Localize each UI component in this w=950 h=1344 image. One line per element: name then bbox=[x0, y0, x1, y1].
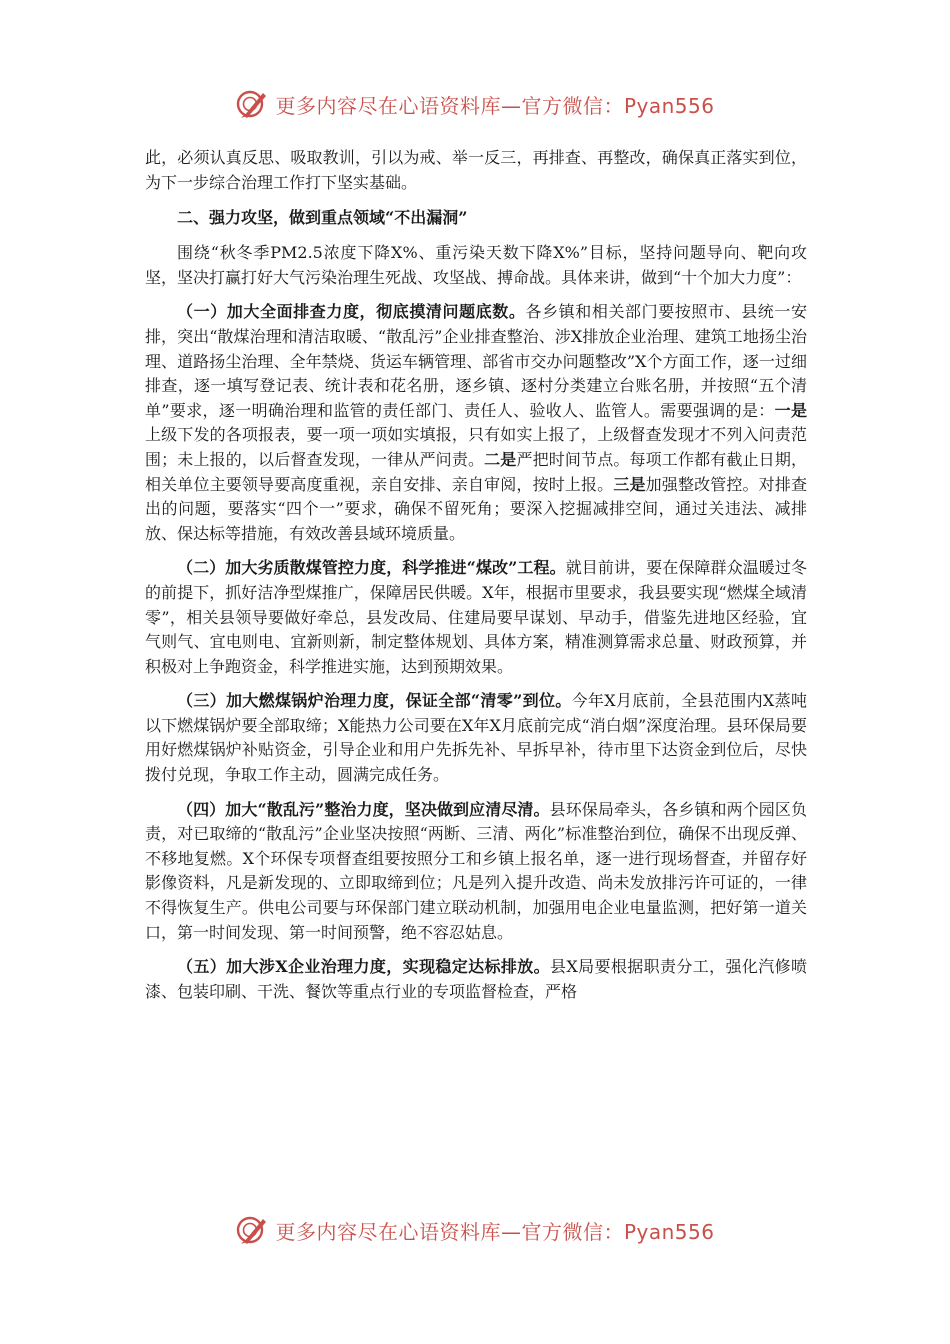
watermark-footer bbox=[0, 1210, 950, 1250]
watermark-header bbox=[0, 84, 950, 124]
item-3-body: 今年X月底前，全县范围内X蒸吨以下燃煤锅炉要全部取缔；X能热力公司要在X年X月底前完成“消白烟”深度治理。县环保局要用好燃煤锅炉补贴资金，引导企业和用户先拆先补、早拆早补，待市里下达资金到位后，尽快拨付兑现，争取工作主动，圆满完成任务。 bbox=[145, 691, 807, 785]
paragraph-item-1 bbox=[145, 300, 807, 546]
section-heading-2: 二、强力攻坚，做到重点领域“不出漏洞” bbox=[177, 208, 468, 228]
watermark-text: 更多内容尽在心语资料库—官方微信：Pyan556 bbox=[275, 93, 715, 118]
paragraph-item-2 bbox=[145, 556, 807, 679]
item-4-body: 县环保局牵头，各乡镇和两个园区负责，对已取缔的“散乱污”企业坚决按照“两断、三清、两化”标准整治到位，确保不出现反弹、不移地复燃。X个环保专项督查组要按照分工和乡镇上报名单，逐一进行现场督查，并留存好影像资料，凡是新发现的、立即取缔到位；凡是列入提升改造、尚未发放排污许可证的，一律不得恢复生产。供电公司要与环保部门建立联动机制，加强用电企业电量监测，把好第一道关口，第一时间发现、第一时间预警，绝不容忍姑息。 bbox=[145, 799, 807, 942]
pen-seal-icon bbox=[235, 87, 269, 121]
item-1-key-3: 三是 bbox=[613, 474, 646, 494]
document-body bbox=[145, 146, 807, 1004]
item-4-lead: （四）加大“散乱污”整治力度，坚决做到应清尽清。 bbox=[177, 799, 550, 819]
item-1-key-1: 一是 bbox=[774, 400, 807, 420]
item-3-lead: （三）加大燃煤锅炉治理力度，保证全部“清零”到位。 bbox=[177, 691, 572, 711]
item-5-body: 县X局要根据职责分工，强化汽修喷漆、包装印刷、干洗、餐饮等重点行业的专项监督检查，严格 bbox=[145, 957, 807, 1001]
paragraph-continued: 此，必须认真反思、吸取教训，引以为戒、举一反三，再排查、再整改，确保真正落实到位，为下一步综合治理工作打下坚实基础。 bbox=[145, 148, 807, 192]
item-1-text-3: 加强整改管控。对排查出的问题，要落实“四个一”要求，确保不留死角；要深入挖掘减排空间，通过关违法、减排放、保达标等措施，有效改善县域环境质量。 bbox=[145, 474, 807, 543]
item-1-lead: （一）加大全面排查力度，彻底摸清问题底数。 bbox=[177, 302, 526, 322]
item-1-text-1: 上级下发的各项报表，要一项一项如实填报，只有如实上报了，上级督查发现才不列入问责范围；未上报的，以后督查发现，一律从严问责。 bbox=[145, 425, 807, 469]
paragraph-item-3 bbox=[145, 689, 807, 787]
pen-seal-icon bbox=[235, 1213, 269, 1247]
item-2-lead: （二）加大劣质散煤管控力度，科学推进“煤改”工程。 bbox=[177, 558, 566, 578]
item-1-body: 各乡镇和相关部门要按照市、县统一安排，突出“散煤治理和清洁取暖、“散乱污”企业排查整治、涉X排放企业治理、建筑工地扬尘治理、道路扬尘治理、全年禁烧、货运车辆管理、部省市交办问题整改”X个方面工作，逐一过细排查，逐一填写登记表、统计表和花名册，逐乡镇、逐村分类建立台账名册，并按照“五个清单”要求，逐一明确治理和监管的责任部门、责任人、验收人、监管人。需要强调的是： bbox=[145, 302, 807, 420]
paragraph-item-5 bbox=[145, 955, 807, 1004]
paragraph-item-4 bbox=[145, 798, 807, 946]
item-1-text-2: 严把时间节点。每项工作都有截止日期，相关单位主要领导要高度重视，亲自安排、亲自审阅，按时上报。 bbox=[145, 449, 807, 494]
paragraph-goal: 围绕“秋冬季PM2.5浓度下降X%、重污染天数下降X%”目标，坚持问题导向、靶向攻坚，坚决打赢打好大气污染治理生死战、攻坚战、搏命战。具体来讲，做到“十个加大力度”： bbox=[145, 243, 807, 287]
watermark-text: 更多内容尽在心语资料库—官方微信：Pyan556 bbox=[275, 1219, 715, 1244]
item-5-lead: （五）加大涉X企业治理力度，实现稳定达标排放。 bbox=[177, 957, 550, 977]
item-1-key-2: 二是 bbox=[484, 449, 517, 469]
item-2-body: 就目前讲，要在保障群众温暖过冬的前提下，抓好洁净型煤推广，保障居民供暖。X年，根据市里要求，我县要实现“燃煤全域清零”，相关县领导要做好牵总，县发改局、住建局要早谋划、早动手，借鉴先进地区经验，宜气则气、宜电则电、宜新则新，制定整体规划、具体方案，精准测算需求总量、财政预算，并积极对上争跑资金，科学推进实施，达到预期效果。 bbox=[145, 558, 807, 676]
